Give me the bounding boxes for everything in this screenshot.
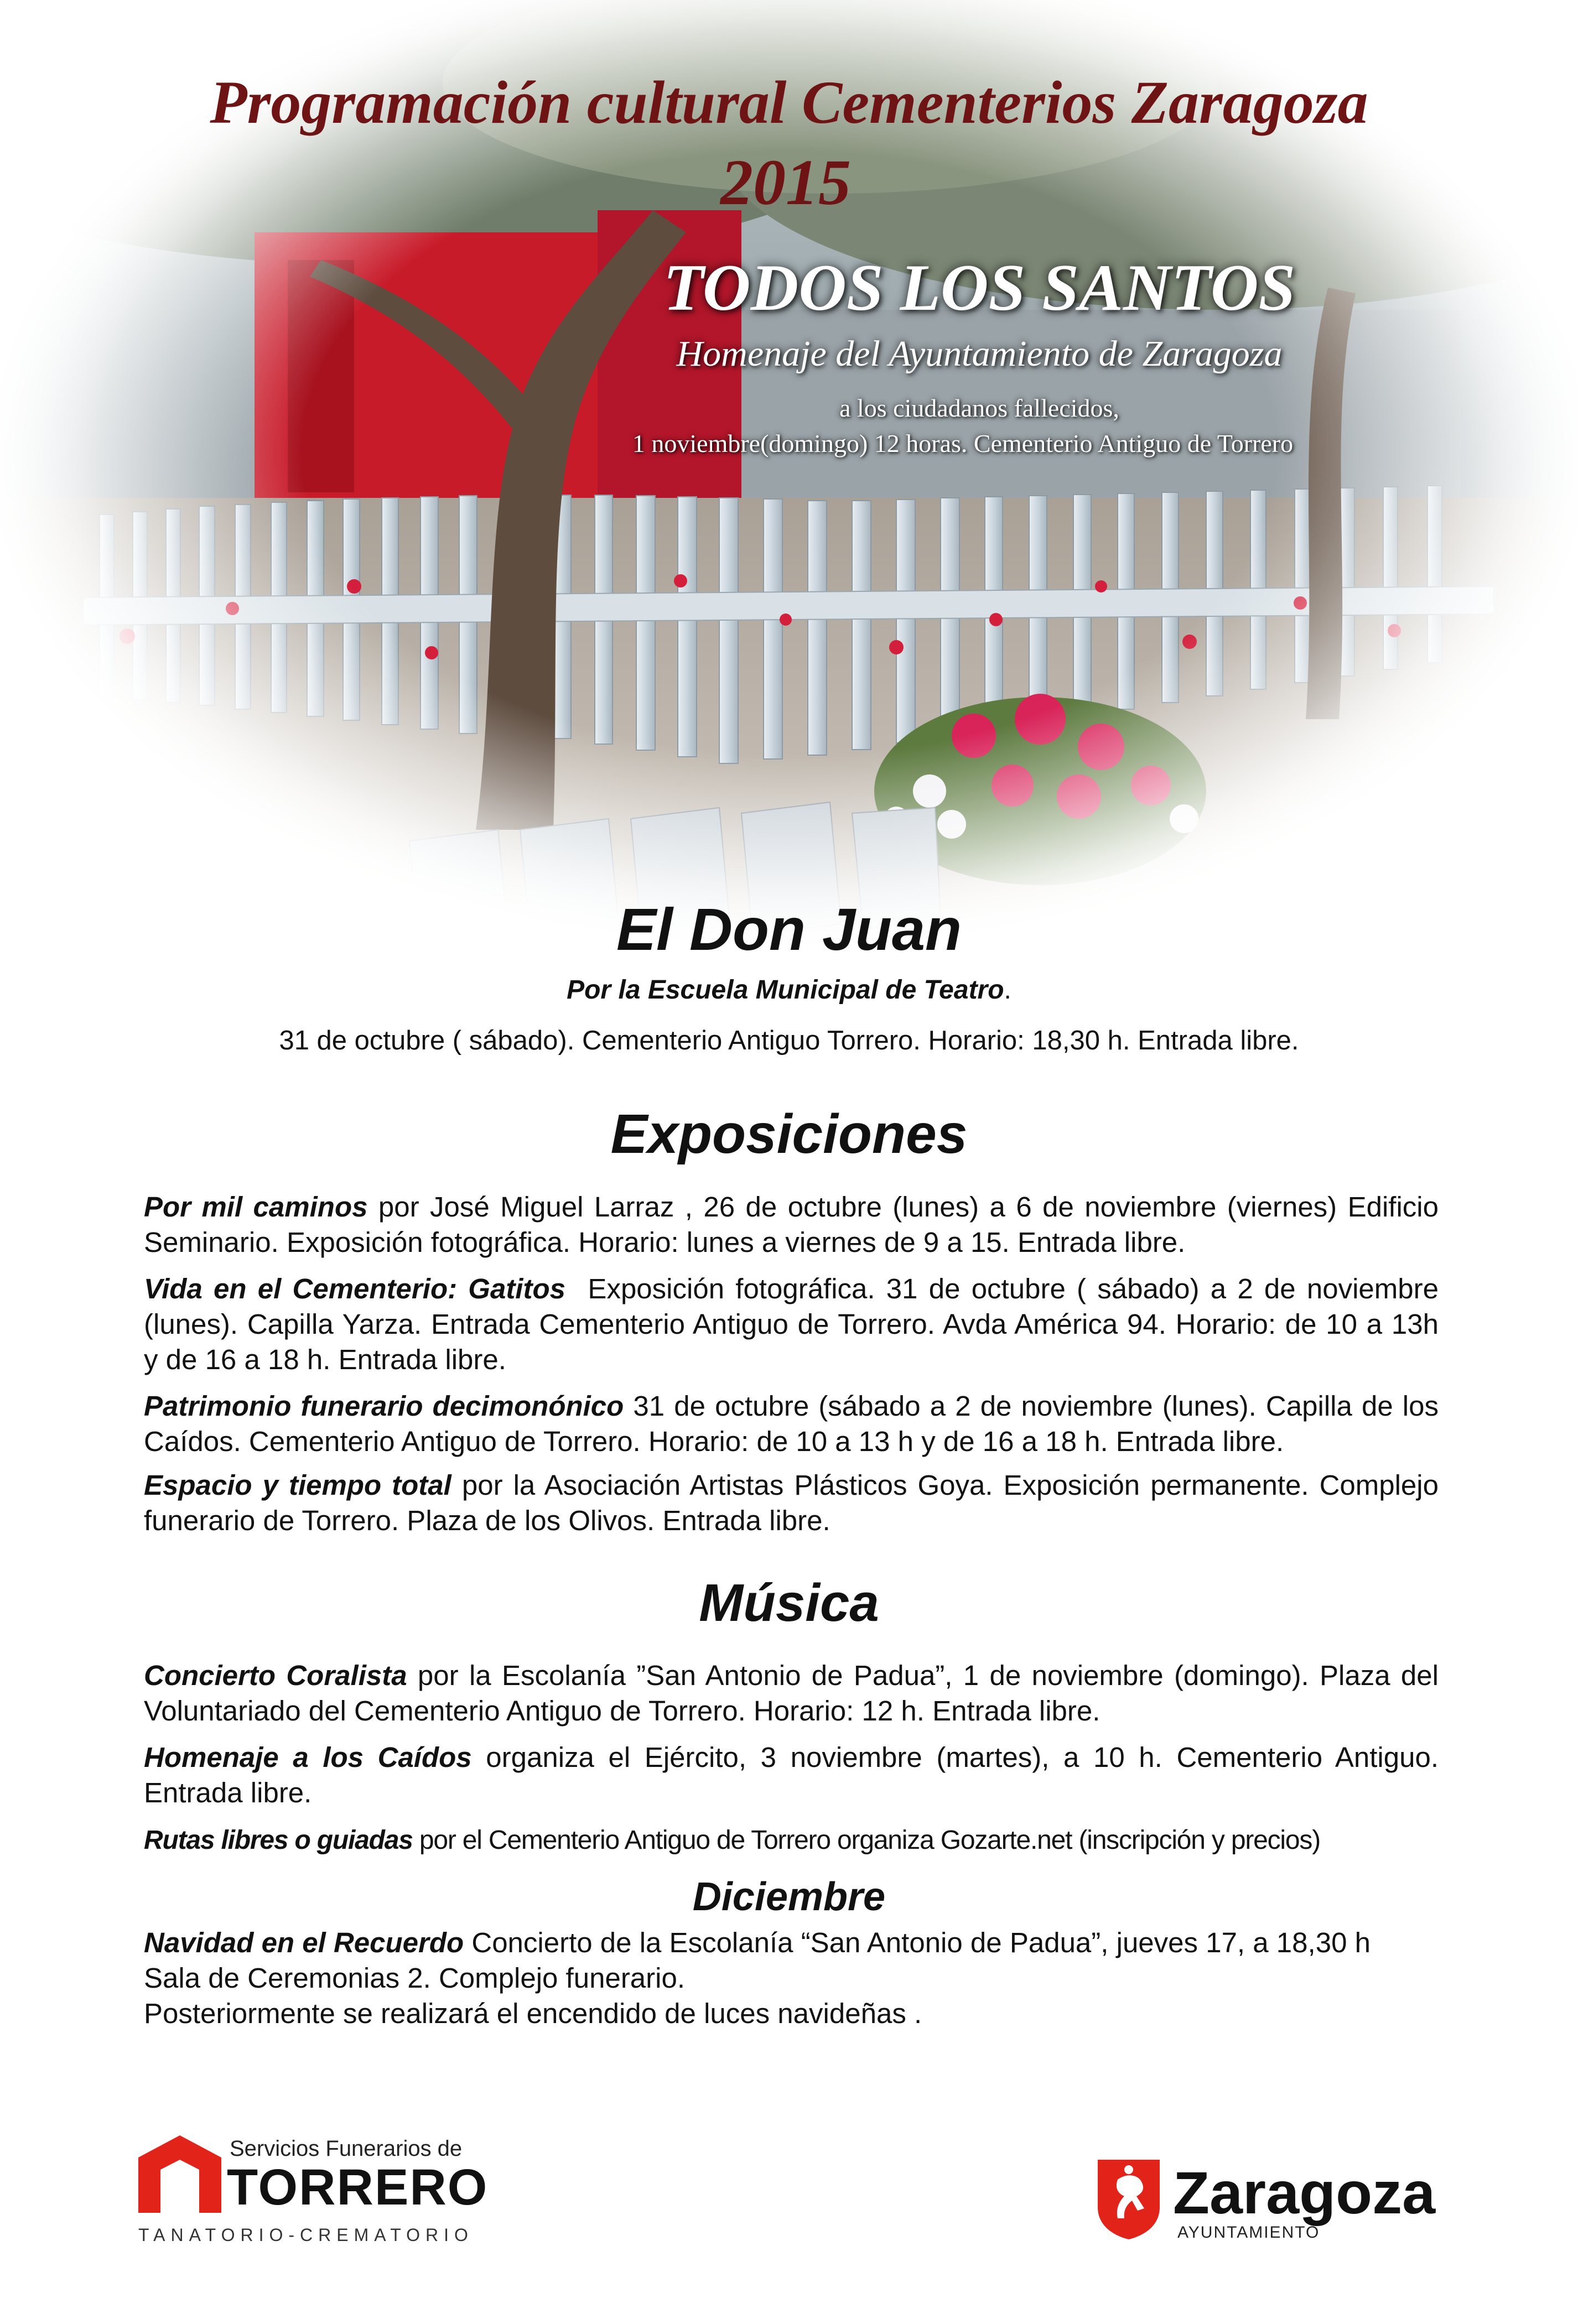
todos-los-santos-line-2: 1 noviembre(domingo) 12 horas. Cementerio Antiguo de Torrero bbox=[632, 429, 1294, 457]
don-juan-byline-punct: . bbox=[1004, 975, 1011, 1005]
diciembre-line-3: Posteriormente se realizará el encendido de luces navideñas . bbox=[144, 1998, 922, 2029]
torrero-main-text: TORRERO bbox=[227, 2159, 489, 2216]
diciembre-item bbox=[144, 1925, 1439, 2031]
musica-item bbox=[144, 1658, 1439, 1729]
zaragoza-crown-shape bbox=[1124, 2165, 1133, 2174]
torrero-logo bbox=[138, 2135, 489, 2246]
todos-los-santos-subtitle: Homenaje del Ayuntamiento de Zaragoza bbox=[676, 334, 1283, 374]
expo-item-name: Por mil caminos bbox=[144, 1191, 368, 1223]
don-juan-byline bbox=[0, 974, 1578, 1007]
program-year: 2015 bbox=[720, 146, 851, 219]
torrero-sub-text: TANATORIO-CREMATORIO bbox=[138, 2225, 474, 2245]
todos-los-santos-line-1: a los ciudadanos fallecidos, bbox=[839, 394, 1119, 422]
diciembre-line-1 bbox=[144, 1925, 1439, 1961]
don-juan-info: 31 de octubre ( sábado). Cementerio Antiguo Torrero. Horario: 18,30 h. Entrada libre. bbox=[279, 1026, 1299, 1056]
expo-item-name: Patrimonio funerario decimonónico bbox=[144, 1390, 624, 1422]
expo-item bbox=[144, 1389, 1439, 1459]
torrero-top-text: Servicios Funerarios de bbox=[230, 2136, 463, 2161]
expo-item bbox=[144, 1271, 1447, 1377]
diciembre-item-name: Navidad en el Recuerdo bbox=[144, 1927, 464, 1958]
expo-item-name: Vida en el Cementerio: Gatitos bbox=[144, 1273, 565, 1304]
musica-heading: Música bbox=[699, 1573, 879, 1632]
don-juan-title: El Don Juan bbox=[616, 896, 962, 963]
zaragoza-sub: AYUNTAMIENTO bbox=[1177, 2223, 1320, 2242]
musica-item-text: organiza el Ejército, 3 noviembre (martes), a 10 h. Cementerio Antiguo. Entrada libre. bbox=[144, 1741, 1439, 1808]
zaragoza-shield-icon bbox=[1096, 2157, 1162, 2240]
zaragoza-logo bbox=[1096, 2157, 1439, 2263]
diciembre-line-2: Sala de Ceremonias 2. Complejo funerario. bbox=[144, 1962, 686, 1994]
expo-item-text: 31 de octubre (sábado a 2 de noviembre (lunes). Capilla de los Caídos. Cementerio Antiguo de Torrero. Horario: de 10 a 13 h y de 16 a 18 h. Entrada libre. bbox=[144, 1390, 1439, 1457]
exposiciones-heading: Exposiciones bbox=[610, 1103, 968, 1165]
expo-item-text: por José Miguel Larraz , 26 de octubre (lunes) a 6 de noviembre (viernes) Edificio Seminario. Exposición fotográfica. Horario: lunes a viernes de 9 a 15. Entrada libre. bbox=[144, 1191, 1439, 1258]
musica-item bbox=[144, 1823, 1439, 1858]
torrero-mark-shape bbox=[138, 2135, 221, 2213]
todos-los-santos-title: TODOS LOS SANTOS bbox=[663, 251, 1296, 324]
diciembre-item-text: Concierto de la Escolanía “San Antonio de Padua”, jueves 17, a 18,30 h bbox=[464, 1927, 1371, 1958]
musica-item-name: Concierto Coralista bbox=[144, 1660, 407, 1691]
expo-item-name: Espacio y tiempo total bbox=[144, 1469, 451, 1501]
musica-item-name: Homenaje a los Caídos bbox=[144, 1741, 472, 1773]
expo-item-text: por la Asociación Artistas Plásticos Goya. Exposición permanente. Complejo funerario de Torrero. Plaza de los Olivos. Entrada libre. bbox=[144, 1469, 1439, 1536]
expo-item bbox=[144, 1189, 1439, 1260]
diciembre-heading: Diciembre bbox=[692, 1875, 886, 1919]
don-juan-byline-text: Por la Escuela Municipal de Teatro bbox=[567, 975, 1004, 1005]
torrero-mark-icon bbox=[138, 2135, 221, 2213]
expo-item bbox=[144, 1468, 1439, 1538]
expo-item-text: Exposición fotográfica. 31 de octubre ( sábado) a 2 de noviembre (lunes). Capilla Yarza. Entrada Cementerio Antiguo de Torrero. Avda América 94. Horario: de 10 a 13h y de 16 a 18 h. Entrada libre. bbox=[144, 1273, 1447, 1375]
musica-item bbox=[144, 1740, 1439, 1811]
musica-item-text: por el Cementerio Antiguo de Torrero organiza Gozarte.net (inscripción y precios) bbox=[412, 1826, 1320, 1855]
zaragoza-name: Zaragoza bbox=[1173, 2159, 1436, 2226]
program-title: Programación cultural Cementerios Zaragoza bbox=[210, 69, 1368, 136]
musica-item-text: por la Escolanía ”San Antonio de Padua”, 1 de noviembre (domingo). Plaza del Voluntariado del Cementerio Antiguo de Torrero. Horario: 12 h. Entrada libre. bbox=[144, 1660, 1439, 1727]
musica-item-name: Rutas libres o guiadas bbox=[144, 1826, 413, 1855]
